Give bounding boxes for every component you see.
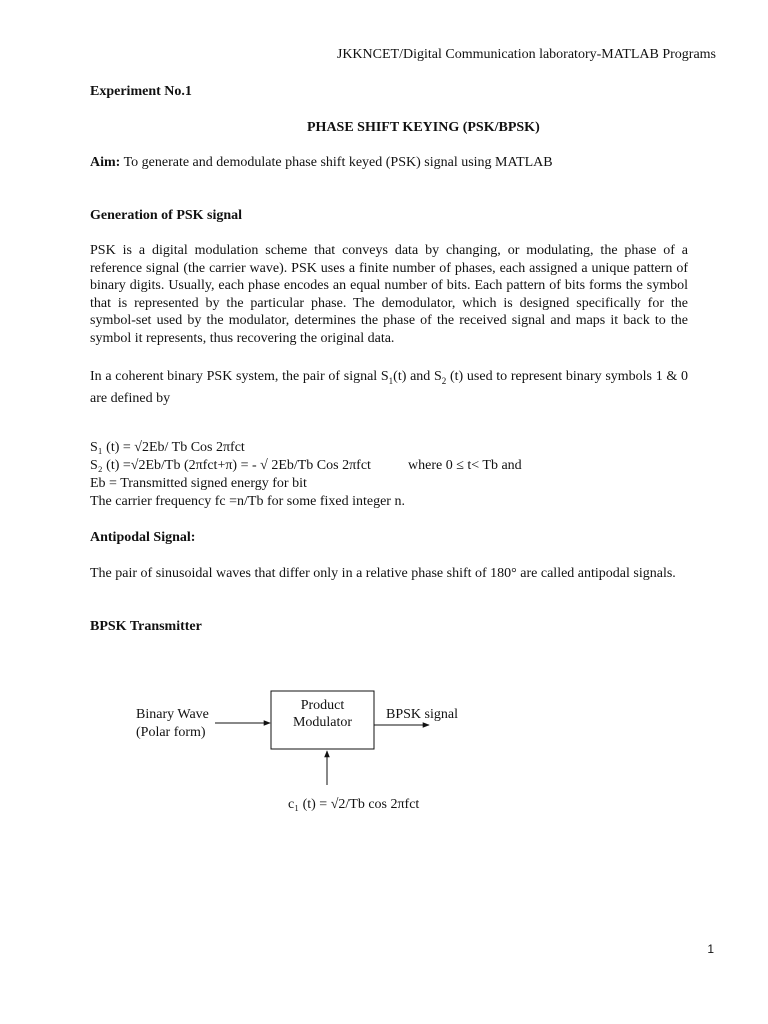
coherent-paragraph (90, 368, 688, 408)
generation-paragraph: PSK is a digital modulation scheme that conveys data by changing, or modulating, the phase of a reference signal (the carrier wave). PSK uses a finite number of phases, each assigned a unique pattern of binary digits. Usually, each phase encodes an equal number of bits. Each pattern of bits forms the symbol that is represented by the particular phase. The demodulator, which is designed specifically for the symbol-set used by the modulator, determines the phase of the received signal and maps it back to the symbol it represents, thus recovering the original data. (90, 243, 688, 346)
aim-label: Aim: (90, 155, 121, 170)
experiment-label: Experiment No.1 (90, 84, 192, 99)
coherent-sub1: 1 (388, 375, 394, 386)
aim-text: To generate and demodulate phase shift keyed (PSK) signal using MATLAB (120, 155, 553, 170)
equation-s2-condition: where 0 ≤ t< Tb and (408, 458, 522, 473)
diagram-input-sublabel: (Polar form) (136, 725, 206, 740)
page-header: JKKNCET/Digital Communication laboratory-MATLAB Programs (336, 47, 716, 62)
diagram-block-label-1: Product (300, 698, 345, 713)
equation-s2: S₂ (t) =√2Eb/Tb (2πfct+π) = - √ 2Eb/Tb Cos 2πfct (90, 458, 371, 473)
equation-eb: Eb = Transmitted signed energy for bit (90, 476, 307, 491)
transmitter-heading: BPSK Transmitter (90, 619, 202, 634)
aim-line (90, 154, 553, 172)
coherent-text-c: (t) used to represent binary symbols 1 & 0 are defined by (90, 369, 688, 407)
page-number: 1 (707, 942, 714, 956)
equation-fc: The carrier frequency fc =n/Tb for some fixed integer n. (90, 494, 405, 509)
generation-heading: Generation of PSK signal (90, 208, 243, 223)
coherent-text-b: (t) and S (393, 369, 442, 384)
antipodal-heading: Antipodal Signal: (90, 530, 196, 545)
diagram-carrier-label: c₁ (t) = √2/Tb cos 2πfct (288, 797, 420, 812)
equation-s1: S₁ (t) = √2Eb/ Tb Cos 2πfct (90, 440, 245, 455)
diagram-block-label-2: Modulator (292, 715, 353, 730)
diagram-input-label: Binary Wave (136, 707, 209, 722)
antipodal-paragraph: The pair of sinusoidal waves that differ only in a relative phase shift of 180° are called antipodal signals. (90, 566, 676, 581)
page-title: PHASE SHIFT KEYING (PSK/BPSK) (307, 120, 540, 135)
coherent-sub2: 2 (441, 375, 447, 386)
diagram-output-label: BPSK signal (386, 707, 458, 722)
coherent-text-a: In a coherent binary PSK system, the pair of signal S (90, 369, 389, 384)
